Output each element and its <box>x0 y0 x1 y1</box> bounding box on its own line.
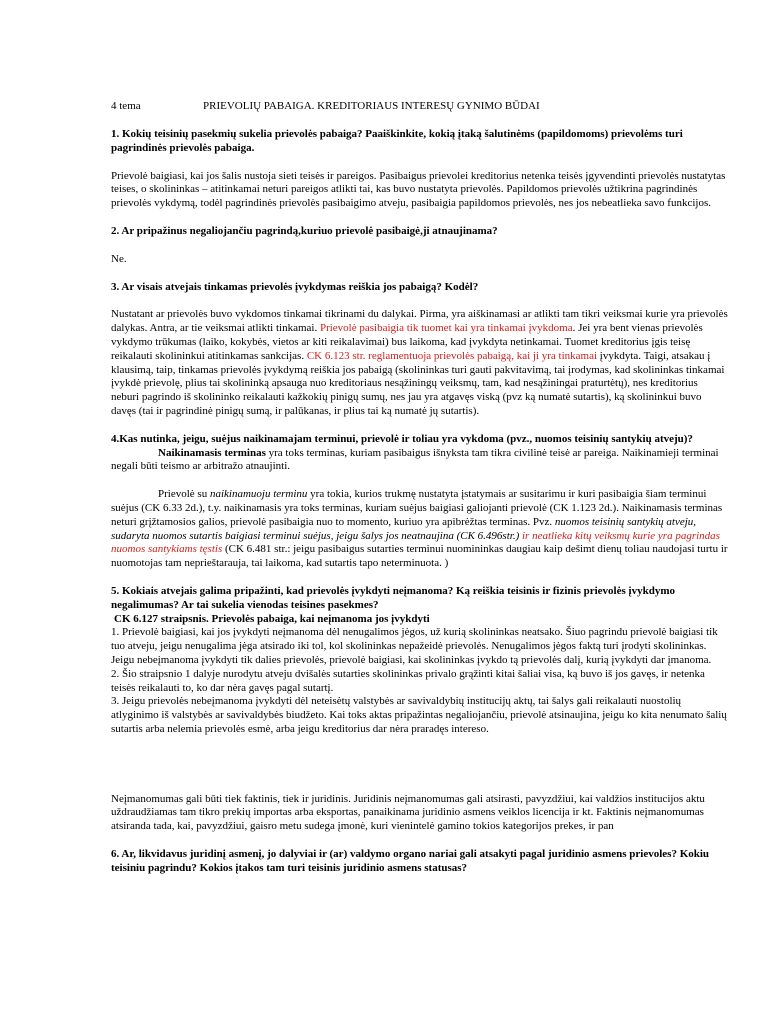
answer-3-highlight-1: Prievolė pasibaigia tik tuomet kai yra tinkamai įvykdoma <box>319 322 573 335</box>
answer-5: Neįmanomumas gali būti tiek faktinis, tiek ir juridinis. Juridinis neįmanomumas gali atsirasti, pavyzdžiui, kai valdžios institucijos aktu uždraudžiamas tam tikro prekių importas arba eksportas, panaikinama juridinio asmens veiklos licencija ir kt. Faktinis neįmanomumas atsiranda tada, kai, pavyzdžiui, gaisro metu sudega įmonė, kuri vienintelė gamino tokios kategorijos prekes, ir pan <box>111 792 705 833</box>
answer-4-p2-a: Prievolė su <box>158 488 210 501</box>
answer-1: Prievolė baigiasi, kai jos šalis nustoja sieti teisės ir pareigos. Pasibaigus prievolei kreditorius netenka teisės įgyvendinti prievolės nustatytas teises, o skolininkas – atitinkamai neturi pareigos atlikti tai, kas buvo nustatyta prievolės. Papildomos prievolės užtikrina pagrindinės prievolės vykdymą, todėl pagrindinės prievolės pasibaigimo atveju, pasibaigia papildomos prievolės, nes jos nebeatlieka savo funkcijos. <box>111 169 726 210</box>
answer-4-paragraph-2 <box>111 488 728 571</box>
answer-3-text-1: Nustatant ar prievolės buvo vykdomos tinkamai tikrinami du dalykai. Pirma, yra aiškinamasi ar atlikti tam tikri veiksmai kurie yra prievolės dalykas. Antra, ar tie veiksmai atlikti tinkamai. <box>111 308 728 335</box>
term-naikinamasis: Naikinamasis terminas <box>158 446 266 459</box>
answer-3-highlight-2: CK 6.123 str. reglamentuoja prievolės pabaigą, kai ji yra tinkamai <box>306 349 598 362</box>
article-heading: CK 6.127 straipsnis. Prievolės pabaiga, kai neįmanoma jos įvykdyti <box>114 612 430 625</box>
answer-4-p1-text: yra toks terminas, kuriam pasibaigus išnyksta tam tikra civilinė teisė ar pareiga. Naikinamieji terminai negali būti teismo ar arbitražo atnaujinti. <box>111 446 719 473</box>
document-title: PRIEVOLIŲ PABAIGA. KREDITORIAUS INTERESŲ GYNIMO BŪDAI <box>203 100 540 112</box>
answer-4-p2-b: yra tokia, kurios trukmę nustatyta įstatymais ar susitarimu ir kuri pasibaigia šiam terminui suėjus (CK 6.33 2d.), t.y. naikinamasis yra toks terminas, kuriam suėjus baigiasi galiojanti prievolė (CK 1.123 2d.). Naikinamasis terminas neturi grįžtamosios galios, prievolė pasibaigia nuo to momento, kuriuo yra apibrėžtas terminas. Pvz. <box>111 488 723 528</box>
question-5: 5. Kokiais atvejais galima pripažinti, kad prievolės įvykdyti neįmanoma? Ką reiškia teisinis ir fizinis prievolės įvykdymo negalimumas? Ar tai sukelia vienodas teisines pasekmes? <box>111 584 675 611</box>
question-4: 4.Kas nutinka, jeigu, suėjus naikinamajam terminui, prievolė ir toliau yra vykdoma (pvz., nuomos teisinių santykių atveju)? <box>111 432 693 445</box>
answer-2: Ne. <box>111 252 127 265</box>
answer-4-paragraph-1 <box>111 447 728 475</box>
question-2: 2. Ar pripažinus negaliojančiu pagrindą,kuriuo prievolė pasibaigė,ji atnaujinama? <box>111 224 498 237</box>
answer-3-text-2: . Jei yra bent vienas prievolės vykdymo trūkumas (laiko, kokybės, vietos ar kiti reikalavimai) bus laikoma, kad įvykdyta netinkamai. Tuomet kreditorius įgis teisę reikalauti skolininkui atitinkamas sankcijas. <box>111 322 703 362</box>
article-item-1: 1. Prievolė baigiasi, kai jos įvykdyti neįmanoma dėl nenugalimos jėgos, už kurią skolininkas neatsako. Šiuo pagrindu prievolė baigiasi tik tuo atveju, jeigu nenugalima jėga atsirado iki tol, kol skolininkas nepažeidė prievolės. Nenugalimos jėgos faktą turi įrodyti skolininkas. Jeigu nebeįmanoma įvykdyti tik dalies prievolės, prievolė baigiasi, kai skolininkas įvykdo tą prievolės dalį, kurią įvykdyti dar įmanoma. <box>111 626 718 666</box>
answer-4-p2-italic-1: naikinamuoju terminu <box>209 488 308 501</box>
question-3: 3. Ar visais atvejais tinkamas prievolės įvykdymas reiškia jos pabaigą? Kodėl? <box>111 280 479 293</box>
article-item-3: 3. Jeigu prievolės nebeįmanoma įvykdyti dėl neteisėtų valstybės ar savivaldybių institucijų aktų, tai šalys gali reikalauti nuostolių atlyginimo iš valstybės ar savivaldybės biudžeto. Kai toks aktas pripažintas negaliojančiu, prievolė atsinaujina, jeigu ko kita nenumato šalių sutartis arba nelemia prievolės esmė, arba jeigu kreditorius dar nėra praradęs intereso. <box>111 695 727 735</box>
answer-4-p2-c: (CK 6.481 str.: jeigu pasibaigus sutarties terminui nuomininkas daugiau kaip dešimt dienų toliau naudojasi turtu ir nuomotojas tam neprieštarauja, tai laikoma, kad sutartis tapo neterminuota. ) <box>111 543 728 570</box>
answer-4-p2-highlight: ir neatlieka kitų veiksmų kurie yra pagrindas nuomos santykiams tęstis <box>111 529 720 556</box>
document-page <box>111 100 728 876</box>
tema-label: 4 tema <box>111 100 141 112</box>
answer-3 <box>111 308 728 418</box>
question-6: 6. Ar, likvidavus juridinį asmenį, jo dalyviai ir (ar) valdymo organo nariai gali atsakyti pagal juridinio asmens prievoles? Kokiu teisiniu pagrindu? Kokios įtakos tam turi teisinis juridinio asmens statusas? <box>111 848 710 874</box>
question-1: 1. Kokių teisinių pasekmių sukelia prievolės pabaiga? Paaiškinkite, kokią įtaką šalutinėms (papildomoms) prievolėms turi pagrindinės prievolės pabaiga. <box>111 128 683 154</box>
article-item-2: 2. Šio straipsnio 1 dalyje nurodytu atveju dvišalės sutarties skolininkas privalo grąžinti kitai šaliai visa, ką buvo iš jos gavęs, ir netenka teisės reikalauti to, ko dar nėra gavęs pagal sutartį. <box>111 667 705 694</box>
answer-4-p2-italic-2: nuomos teisinių santykių atveju, sudaryta nuomos sutartis baigiasi terminui suėjus, jeigu šalys jos neatnaujina (CK 6.496str.) <box>111 515 697 542</box>
header-line <box>111 100 728 114</box>
answer-3-text-3: įvykdyta. Taigi, atsakau į klausimą, taip, tinkamas prievolės įvykdymą reiškia jos pabaigą (skolininkas turi gauti pakvitavimą, tai įrodymas, kad skolininkas tinkamai įvykdė prievolę, plius tai skolininką apsauga nuo kreditoriaus nesąžiningų veiksmų, tam, kad nesąžiningai praturtėtų), nes kreditorius neburi pagrindo iš skolininko reikalauti kažkokių pinigų sumų, nes jau yra atgavęs viską (pvz ką numatė sutartis), ką skolininkui buvo davęs (tai ir pagrindinė pinigų sumą, ir palūkanas, ir plius tai ką numatė jų sutartis). <box>111 349 725 417</box>
